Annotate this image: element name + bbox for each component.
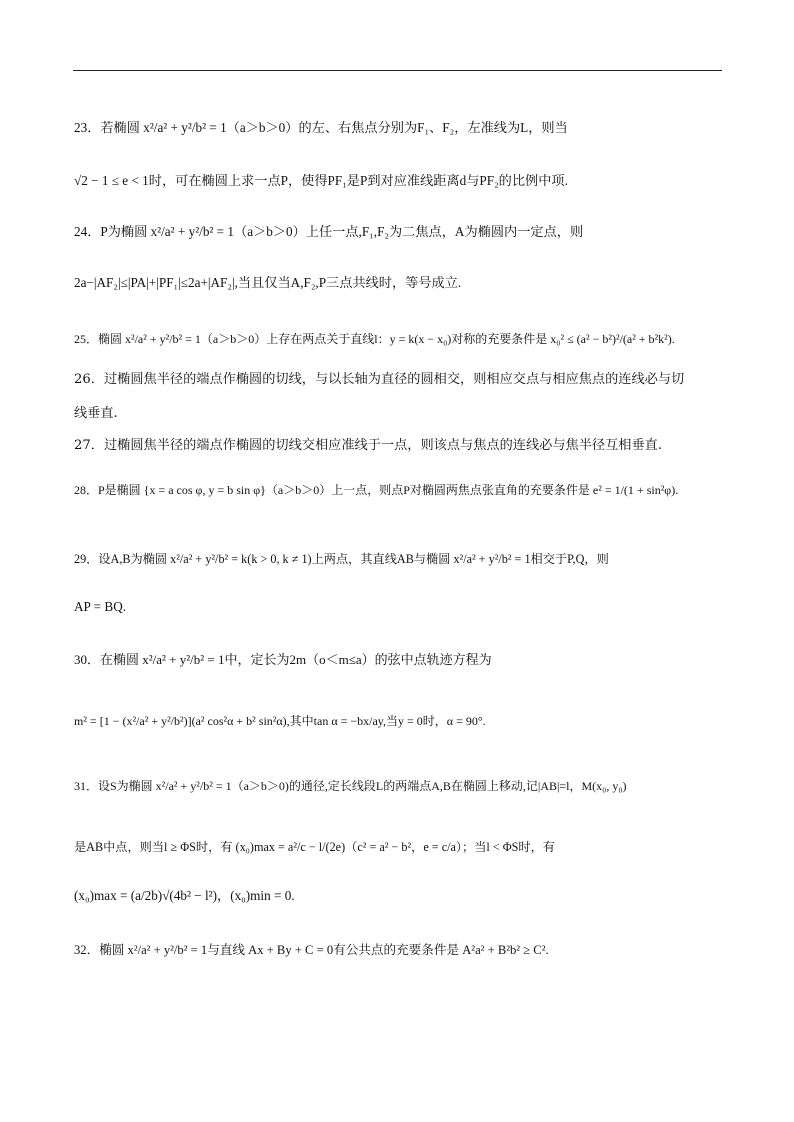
item-31-line-3: (x₀)max = (a/2b)√(4b² − l²)，(x₀)min = 0.	[74, 888, 295, 903]
item-24-line-1: 24．P为椭圆 x²/a² + y²/b² = 1（a＞b＞0）上任一点,F₁,F₂为二焦点，A为椭圆内一定点，则	[74, 224, 584, 239]
item-31-line-2: 是AB中点，则当l ≥ ΦS时，有 (x₀)max = a²/c − l/(2e)（c² = a² − b²，e = c/a）；当l < ΦS时，有	[74, 840, 555, 854]
item-25-line-1: 25．椭圆 x²/a² + y²/b² = 1（a＞b＞0）上存在两点关于直线l：y = k(x − x₀)对称的充要条件是 x₀² ≤ (a² − b²)²/(a² + b²k²).	[74, 332, 675, 346]
item-23-line-1: 23．若椭圆 x²/a² + y²/b² = 1（a＞b＞0）的左、右焦点分别为F₁、F₂，左准线为L，则当	[74, 120, 568, 135]
item-29-line-1: 29．设A,B为椭圆 x²/a² + y²/b² = k(k > 0, k ≠ 1)上两点，其直线AB与椭圆 x²/a² + y²/b² = 1相交于P,Q，则	[74, 552, 609, 566]
item-23-line-2: √2 − 1 ≤ e < 1时，可在椭圆上求一点P，使得PF₁是P到对应准线距离d与PF₂的比例中项.	[74, 173, 568, 188]
item-28-line-1: 28．P是椭圆 {x = a cos φ, y = b sin φ}（a＞b＞0）上一点，则点P对椭圆两焦点张直角的充要条件是 e² = 1/(1 + sin²φ).	[74, 483, 679, 497]
item-24-line-2: 2a−|AF₂|≤|PA|+|PF₁|≤2a+|AF₂|,当且仅当A,F₂,P三点共线时，等号成立.	[74, 275, 462, 290]
item-26-line-1: 26．过椭圆焦半径的端点作椭圆的切线，与以长轴为直径的圆相交，则相应交点与相应焦点的连线必与切	[74, 372, 685, 387]
item-29-line-2: AP = BQ.	[74, 599, 127, 614]
item-32-line-1: 32．椭圆 x²/a² + y²/b² = 1与直线 Ax + By + C = 0有公共点的充要条件是 A²a² + B²b² ≥ C².	[74, 943, 549, 957]
item-30-line-1: 30．在椭圆 x²/a² + y²/b² = 1中，定长为2m（o＜m≤a）的弦中点轨迹方程为	[74, 652, 492, 667]
item-27-line-1: 27．过椭圆焦半径的端点作椭圆的切线交相应准线于一点，则该点与焦点的连线必与焦半径互相垂直.	[74, 438, 663, 453]
item-31-line-1: 31．设S为椭圆 x²/a² + y²/b² = 1（a＞b＞0)的通径,定长线段L的两端点A,B在椭圆上移动,记|AB|=l，M(x₀, y₀)	[74, 779, 627, 793]
item-26-line-2: 线垂直.	[74, 406, 118, 421]
item-30-line-2: m² = [1 − (x²/a² + y²/b²)](a² cos²α + b² sin²α),其中tan α = −bx/ay,当y = 0时，α = 90°.	[74, 714, 486, 728]
header-rule	[73, 70, 722, 71]
